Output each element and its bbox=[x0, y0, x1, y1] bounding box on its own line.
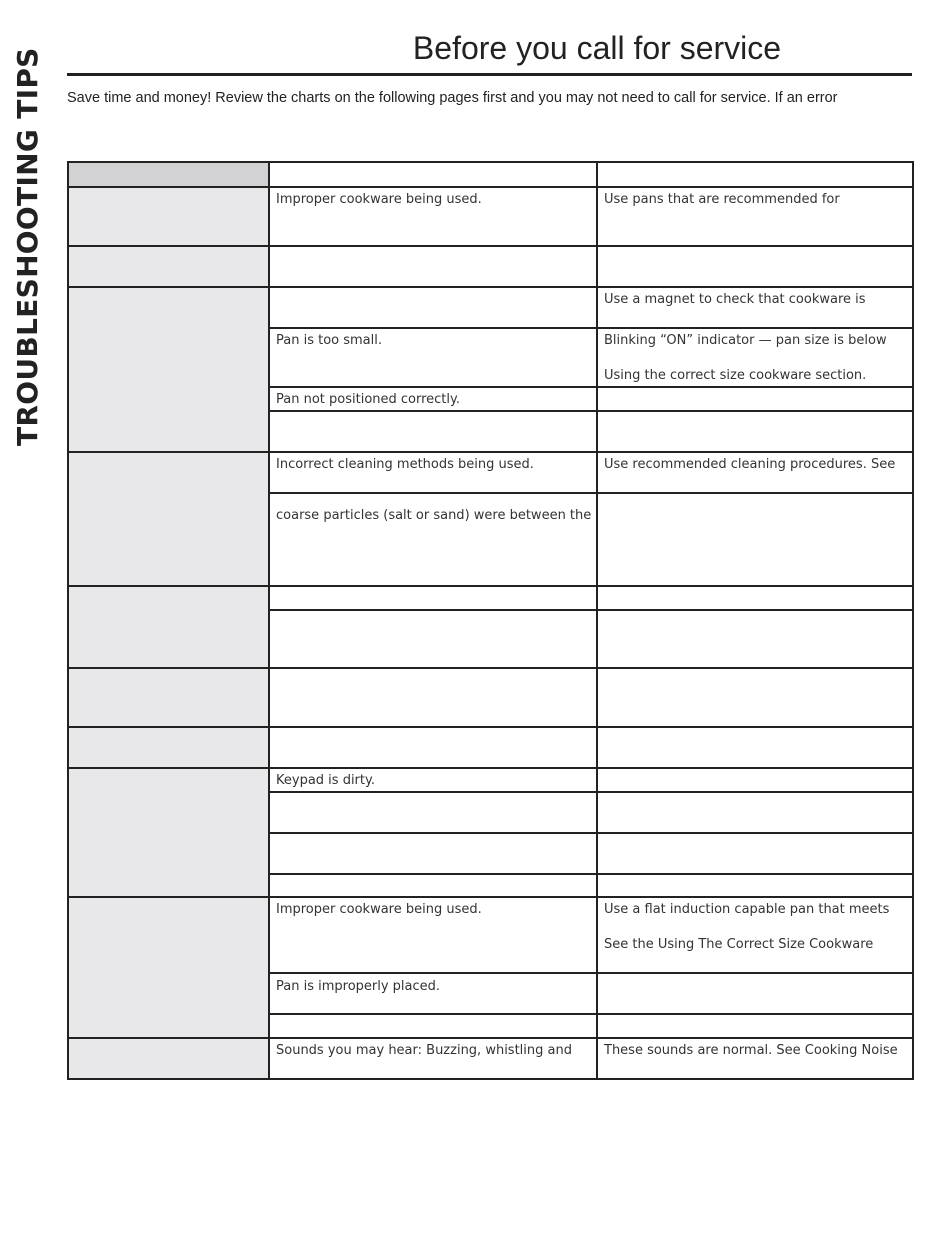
fix-cell bbox=[597, 387, 913, 411]
cause-cell: Improper cookware being used. bbox=[269, 897, 597, 973]
table-row bbox=[68, 727, 913, 768]
fix-cell: Use recommended cleaning procedures. See bbox=[597, 452, 913, 493]
problem-cell bbox=[68, 287, 269, 452]
page-title: Before you call for service bbox=[412, 30, 782, 66]
problem-cell bbox=[68, 246, 269, 287]
fix-cell bbox=[597, 833, 913, 874]
cause-cell: Keypad is dirty. bbox=[269, 768, 597, 792]
fix-cell bbox=[597, 768, 913, 792]
cause-cell: Incorrect cleaning methods being used. bbox=[269, 452, 597, 493]
fix-cell bbox=[597, 668, 913, 727]
problem-cell bbox=[68, 452, 269, 586]
fix-cell: These sounds are normal. See Cooking Noise bbox=[597, 1038, 913, 1079]
header-problem-cell bbox=[68, 162, 269, 187]
cause-cell bbox=[269, 1014, 597, 1038]
section-title-vertical: TROUBLESHOOTING TIPS bbox=[11, 47, 44, 446]
fix-cell bbox=[597, 1014, 913, 1038]
fix-cell: Use a flat induction capable pan that meets See the Using The Correct Size Cookware bbox=[597, 897, 913, 973]
cause-cell: Pan not positioned correctly. bbox=[269, 387, 597, 411]
cause-cell bbox=[269, 874, 597, 897]
cause-cell: Pan is too small. bbox=[269, 328, 597, 387]
fix-cell: Use a magnet to check that cookware is bbox=[597, 287, 913, 328]
intro-paragraph: Save time and money! Review the charts on the following pages first and you may not need to call for service. If an error bbox=[67, 90, 838, 106]
troubleshooting-table bbox=[67, 161, 914, 1080]
table-row bbox=[68, 287, 913, 328]
problem-cell bbox=[68, 668, 269, 727]
table-row bbox=[68, 668, 913, 727]
fix-cell bbox=[597, 792, 913, 833]
problem-cell bbox=[68, 727, 269, 768]
cause-cell bbox=[269, 246, 597, 287]
fix-cell bbox=[597, 973, 913, 1014]
fix-cell bbox=[597, 610, 913, 668]
problem-cell bbox=[68, 768, 269, 897]
title-divider bbox=[67, 73, 912, 76]
cause-cell bbox=[269, 287, 597, 328]
table-row bbox=[68, 768, 913, 792]
problem-cell bbox=[68, 1038, 269, 1079]
table-row bbox=[68, 187, 913, 246]
fix-cell: Blinking “ON” indicator — pan size is below Using the correct size cookware section. bbox=[597, 328, 913, 387]
cause-cell: Improper cookware being used. bbox=[269, 187, 597, 246]
table-row bbox=[68, 586, 913, 610]
cause-cell bbox=[269, 411, 597, 452]
cause-cell bbox=[269, 668, 597, 727]
cause-cell: coarse particles (salt or sand) were between the bbox=[269, 493, 597, 586]
fix-cell bbox=[597, 493, 913, 586]
fix-cell bbox=[597, 727, 913, 768]
table-row bbox=[68, 897, 913, 973]
cause-cell bbox=[269, 727, 597, 768]
cause-cell: Sounds you may hear: Buzzing, whistling and bbox=[269, 1038, 597, 1079]
problem-cell bbox=[68, 586, 269, 668]
fix-cell bbox=[597, 586, 913, 610]
table-row bbox=[68, 246, 913, 287]
fix-cell bbox=[597, 874, 913, 897]
table-row bbox=[68, 1038, 913, 1079]
fix-cell bbox=[597, 411, 913, 452]
fix-cell: Use pans that are recommended for bbox=[597, 187, 913, 246]
table-row bbox=[68, 452, 913, 493]
cause-cell bbox=[269, 833, 597, 874]
fix-cell bbox=[597, 246, 913, 287]
table-header-row bbox=[68, 162, 913, 187]
problem-cell bbox=[68, 187, 269, 246]
cause-cell bbox=[269, 792, 597, 833]
cause-cell: Pan is improperly placed. bbox=[269, 973, 597, 1014]
cause-cell bbox=[269, 586, 597, 610]
header-fix-cell bbox=[597, 162, 913, 187]
cause-cell bbox=[269, 610, 597, 668]
problem-cell bbox=[68, 897, 269, 1038]
header-cause-cell bbox=[269, 162, 597, 187]
